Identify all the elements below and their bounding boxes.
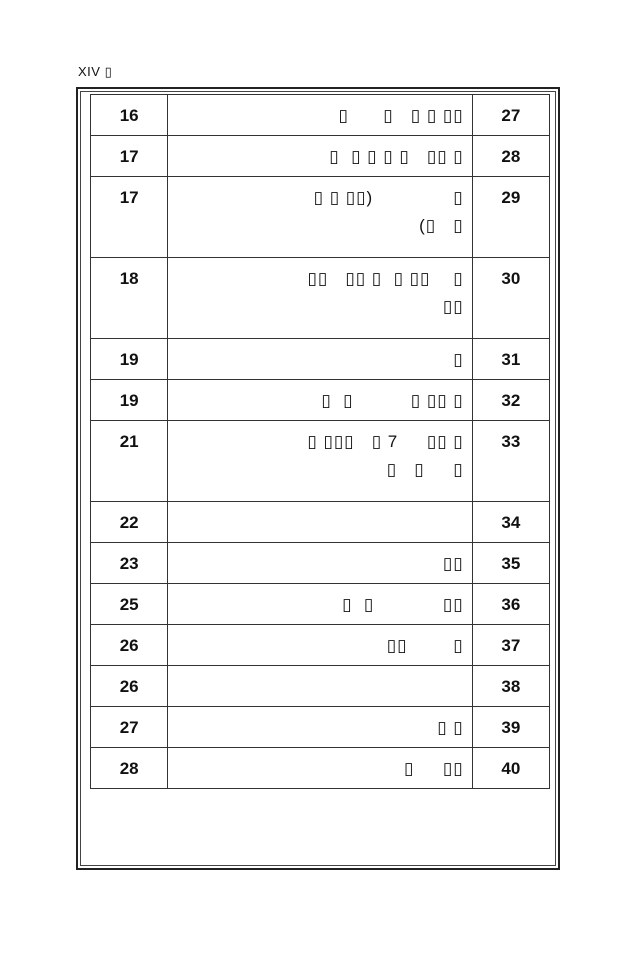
- table-row: [91, 177, 550, 258]
- entry-text-continued: (▯ ▯: [419, 216, 464, 235]
- table-row: [91, 666, 550, 707]
- right-page-number: 32: [501, 391, 521, 410]
- table-row: [91, 748, 550, 789]
- left-page-number: 23: [119, 554, 139, 573]
- right-page-number: 37: [501, 636, 521, 655]
- table-row: [91, 543, 550, 584]
- entry-text: ▯ ▯ ▯▯) ▯: [313, 188, 464, 207]
- right-page-number: 38: [501, 677, 521, 696]
- entry-text: ▯ ▯: [437, 718, 464, 737]
- entry-text: ▯▯: [442, 554, 464, 573]
- entry-text: [168, 502, 471, 532]
- table-row: [91, 502, 550, 543]
- left-page-number: 26: [119, 677, 139, 696]
- right-page-number: 29: [501, 188, 521, 207]
- right-page-number: 31: [501, 350, 521, 369]
- index-table: [90, 94, 550, 789]
- entry-text: ▯▯ ▯: [386, 636, 464, 655]
- right-page-number: 33: [501, 432, 521, 451]
- entry-text-continued: ▯▯: [442, 297, 464, 316]
- table-row: [91, 584, 550, 625]
- left-page-number: 19: [119, 350, 139, 369]
- right-page-number: 28: [501, 147, 521, 166]
- left-page-number: 22: [119, 513, 139, 532]
- table-row: [91, 95, 550, 136]
- right-page-number: 39: [501, 718, 521, 737]
- right-page-number: 27: [501, 106, 521, 125]
- left-page-number: 19: [119, 391, 139, 410]
- entry-text: ▯: [453, 350, 464, 369]
- left-page-number: 17: [119, 147, 139, 166]
- entry-text-continued: ▯ ▯ ▯: [386, 460, 464, 479]
- table-row: [91, 421, 550, 502]
- table-row: [91, 339, 550, 380]
- entry-text: [168, 666, 471, 696]
- entry-text: ▯ ▯ ▯ ▯ ▯▯: [338, 106, 464, 125]
- entry-text: ▯ ▯ ▯ ▯ ▯ ▯▯ ▯: [329, 147, 464, 166]
- table-row: [91, 707, 550, 748]
- left-page-number: 21: [119, 432, 139, 451]
- table-row: [91, 380, 550, 421]
- table-row: [91, 136, 550, 177]
- entry-text: ▯ ▯ ▯▯: [342, 595, 464, 614]
- left-page-number: 18: [119, 269, 139, 288]
- right-page-number: 30: [501, 269, 521, 288]
- page-header: XIV ▯: [78, 64, 113, 79]
- right-page-number: 34: [501, 513, 521, 532]
- left-page-number: 27: [119, 718, 139, 737]
- entry-text: ▯▯ ▯▯ ▯ ▯ ▯▯ ▯: [307, 269, 464, 288]
- right-page-number: 40: [501, 759, 521, 778]
- table-row: [91, 258, 550, 339]
- left-page-number: 25: [119, 595, 139, 614]
- entry-text: ▯ ▯▯: [403, 759, 464, 778]
- left-page-number: 17: [119, 188, 139, 207]
- right-page-number: 36: [501, 595, 521, 614]
- right-page-number: 35: [501, 554, 521, 573]
- left-page-number: 16: [119, 106, 139, 125]
- left-page-number: 26: [119, 636, 139, 655]
- entry-text: ▯ ▯ ▯ ▯▯ ▯: [321, 391, 464, 410]
- table-row: [91, 625, 550, 666]
- left-page-number: 28: [119, 759, 139, 778]
- entry-text: ▯ ▯▯▯ ▯ 7 ▯▯ ▯: [307, 432, 464, 451]
